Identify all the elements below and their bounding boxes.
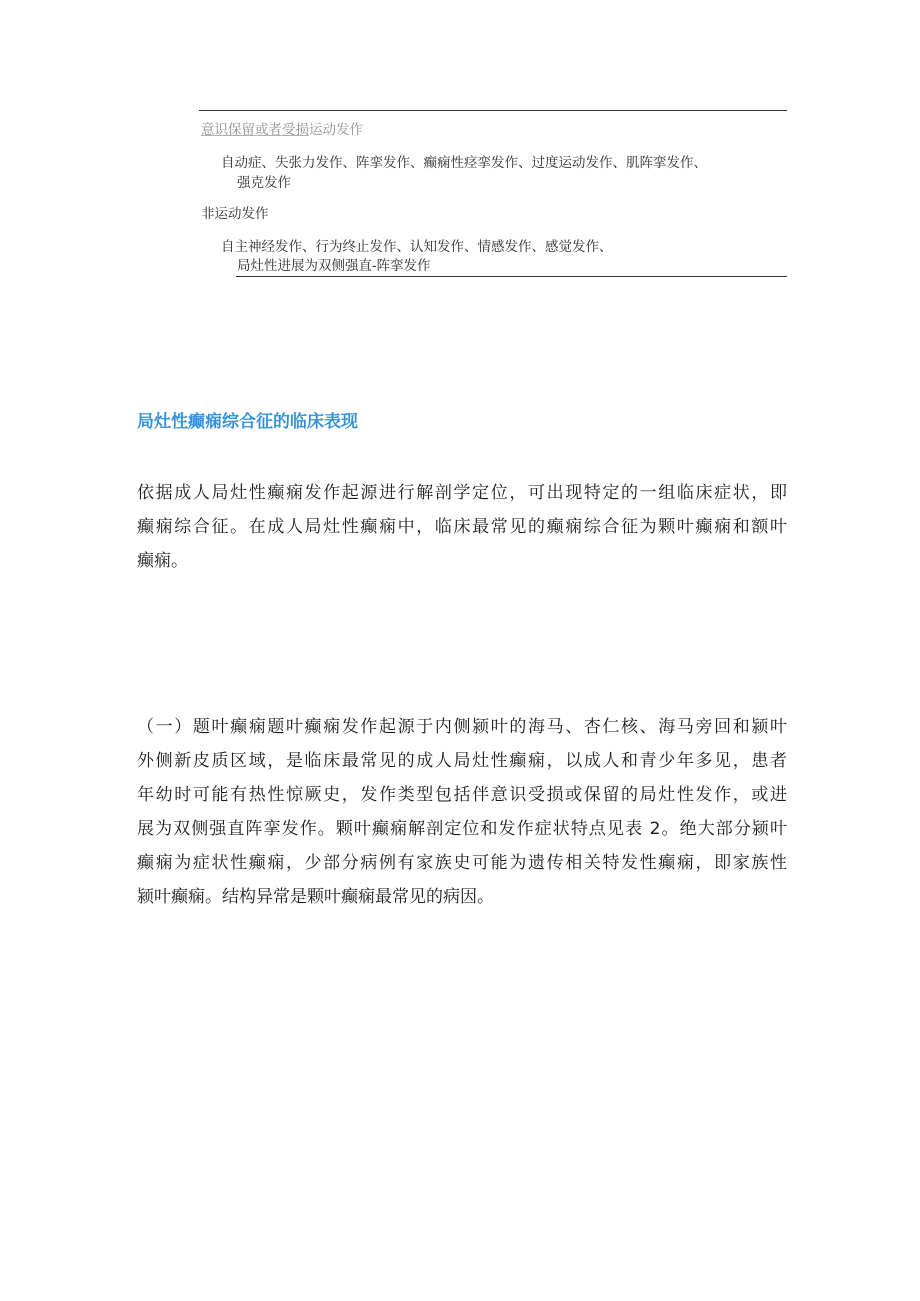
paragraph-line: 癫痫综合征。在成人局灶性癫痫中，临床最常见的癫痫综合征为颗叶癫痫和额叶 [137, 517, 787, 537]
motor-items-line-1: 自动症、失张力发作、阵挛发作、癫痫性痉挛发作、过度运动发作、肌阵挛发作、 [221, 155, 707, 171]
paragraph-line: 依据成人局灶性癫痫发作起源进行解剖学定位，可出现特定的一组临床症状，即 [137, 483, 787, 503]
paragraph-temporal-lobe [137, 710, 787, 914]
table-bottom-rule [236, 276, 787, 277]
category-awareness-lead: 意识保留或者受损 [201, 122, 309, 138]
paragraph-line: 癫痫为症状性癫痫，少部分病例有家族史可能为遗传相关特发性癫痫，即家族性 [137, 853, 787, 873]
paragraph-line: 年幼时可能有热性惊厥史，发作类型包括伴意识受损或保留的局灶性发作，或进 [137, 785, 787, 805]
nonmotor-items-line-1: 自主神经发作、行为终止发作、认知发作、情感发作、感觉发作、 [221, 239, 613, 255]
paragraph-line: 颍叶癫痫。结构异常是颗叶癫痫最常见的病因。 [137, 887, 494, 907]
seizure-classification-table [199, 110, 787, 277]
paragraph-line: 癫痫。 [137, 551, 188, 571]
section-heading: 局灶性癫痫综合征的临床表现 [137, 412, 358, 432]
nonmotor-items-line-2: 局灶性进展为双侧强直-阵挛发作 [237, 258, 431, 274]
paragraph-line: 外侧新皮质区域，是临床最常见的成人局灶性癫痫，以成人和青少年多见，患者 [137, 751, 787, 771]
paragraph-line: （一）题叶癫痫题叶癫痫发作起源于内侧颍叶的海马、杏仁核、海马旁回和颍叶 [137, 717, 787, 737]
motor-items-line-2: 强克发作 [237, 175, 291, 191]
paragraph-line: 展为双侧强直阵挛发作。颗叶癫痫解剖定位和发作症状特点见表 2。绝大部分颍叶 [137, 819, 787, 839]
table-top-rule [199, 110, 787, 111]
table-category-motor [201, 121, 363, 139]
table-category-nonmotor: 非运动发作 [201, 206, 269, 222]
paragraph-intro [137, 476, 787, 578]
category-motor-label: 运动发作 [309, 122, 363, 138]
